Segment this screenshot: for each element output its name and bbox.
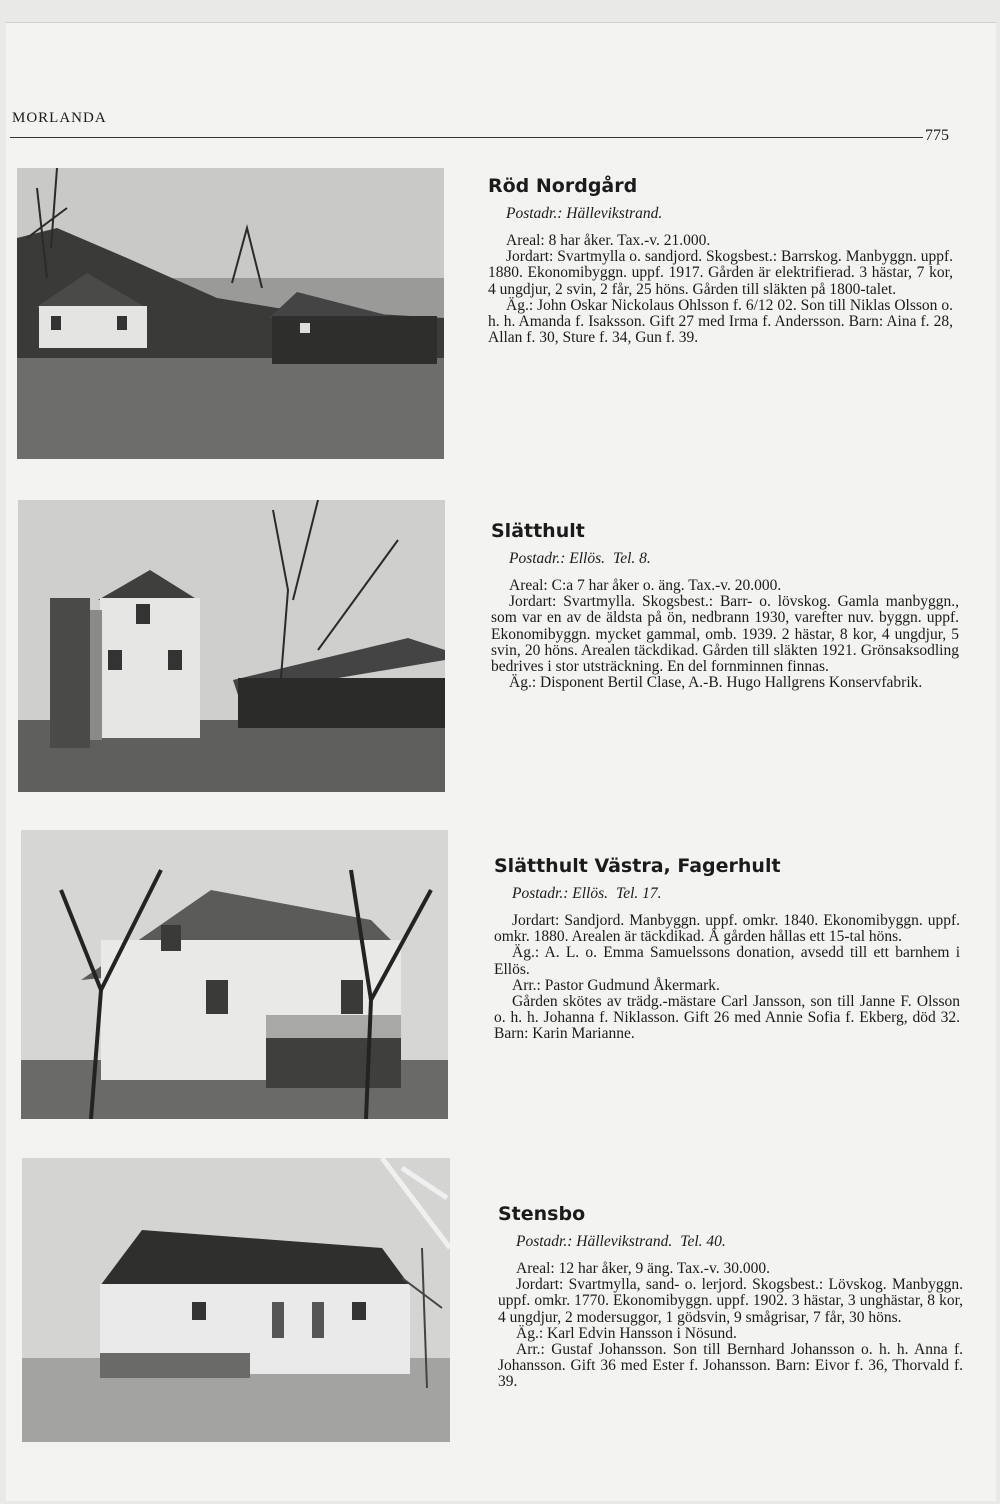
entry-paragraph: Äg.: John Oskar Nickolaus Ohlsson f. 6/12 02. Son till Niklas Olsson o. h. h. Amanda f. Isaksson. Gift 27 med Irma f. Andersson. Barn: Aina f. 28, Allan f. 30, Sture f. 34, Gun f. 39. — [488, 296, 953, 347]
photo-slatthult-vastra — [21, 830, 448, 1119]
entry-paragraph: Areal: 8 har åker. Tax.-v. 21.000. — [506, 232, 711, 249]
entry-paragraph: Areal: C:a 7 har åker o. äng. Tax.-v. 20.000. — [509, 577, 782, 594]
postal-address: Postadr.: Ellös. Tel. 17. — [512, 885, 662, 902]
postal-address: Postadr.: Ellös. Tel. 8. — [509, 550, 651, 567]
entry-rod-nordgard — [488, 175, 953, 346]
entry-paragraph: Arr.: Gustaf Johansson. Son till Bernhard Johansson o. h. h. Anna f. Johansson. Gift 36 med Ester f. Johansson. Barn: Eivor f. 36, Thorvald f. 39. — [498, 1341, 963, 1391]
running-title: MORLANDA — [12, 110, 107, 126]
entry-stensbo — [498, 1203, 963, 1391]
entry-paragraph: Äg.: A. L. o. Emma Samuelssons donation, avsedd till ett barnhem i Ellös. — [494, 944, 960, 978]
entry-paragraph: Äg.: Disponent Bertil Clase, A.-B. Hugo Hallgrens Konservfabrik. — [509, 674, 923, 692]
entry-title: Slätthult Västra, Fagerhult — [494, 855, 781, 877]
entry-title: Slätthult — [491, 520, 585, 542]
entry-paragraph: Jordart: Svartmylla o. sandjord. Skogsbest.: Barrskog. Manbyggn. uppf. 1880. Ekonomibyggn. uppf. 1917. Gården är elektrifierad. 3 hästar, 7 kor, 4 ungdjur, 2 svin, 2 får, 25 höns. Gården till släkten på 1800-talet. — [488, 248, 953, 298]
entry-paragraph: Äg.: Karl Edvin Hansson i Nösund. — [516, 1324, 737, 1342]
photo-rod-nordgard — [17, 168, 444, 459]
entry-paragraph: Jordart: Svartmylla, sand- o. lerjord. Skogsbest.: Lövskog. Manbyggn. uppf. omkr. 1770. Ekonomibyggn. uppf. 1902. 3 hästar, 3 unghästar, 8 kor, 4 ungdjur, 2 modersuggor, 1 gödsvin, 9 smågrisar, 7 får, 30 höns. — [498, 1276, 963, 1326]
entry-title: Röd Nordgård — [488, 175, 638, 197]
entry-paragraph: Arr.: Pastor Gudmund Åkermark. — [512, 976, 720, 994]
header-rule — [10, 137, 923, 138]
entry-paragraph: Areal: 12 har åker, 9 äng. Tax.-v. 30.000. — [516, 1260, 770, 1277]
photo-stensbo — [22, 1158, 450, 1442]
entry-paragraph: Jordart: Svartmylla. Skogsbest.: Barr- o. lövskog. Gamla manbyggn., som var en av de äldsta på ön, nedbrann 1930, varefter nuv. byggn. uppf. Ekonomibyggn. mycket gammal, omb. 1939. 2 hästar, 8 kor, 4 ungdjur, 5 svin, 20 höns. Arealen täckdikad. Gården till släkten 1921. Grönsaksodling bedrives i stor utsträckning. En del fornminnen finnas. — [491, 593, 959, 676]
entry-title: Stensbo — [498, 1203, 586, 1225]
photo-slatthult — [18, 500, 445, 792]
postal-address: Postadr.: Hällevikstrand. — [506, 205, 663, 222]
entry-slatthult-vastra — [494, 855, 960, 1043]
entry-paragraph: Gården skötes av trädg.-mästare Carl Jansson, son till Janne F. Olsson o. h. h. Johanna f. Niklasson. Gift 26 med Annie Sofia f. Ekberg, död 32. Barn: Karin Marianne. — [494, 993, 960, 1043]
entry-slatthult — [491, 520, 959, 691]
postal-address: Postadr.: Hällevikstrand. Tel. 40. — [516, 1233, 726, 1250]
page-number: 775 — [925, 127, 949, 144]
entry-paragraph: Jordart: Sandjord. Manbyggn. uppf. omkr. 1840. Ekonomibyggn. uppf. omkr. 1880. Arealen är täckdikad. Å gården hållas ett 15-tal höns. — [494, 912, 960, 946]
